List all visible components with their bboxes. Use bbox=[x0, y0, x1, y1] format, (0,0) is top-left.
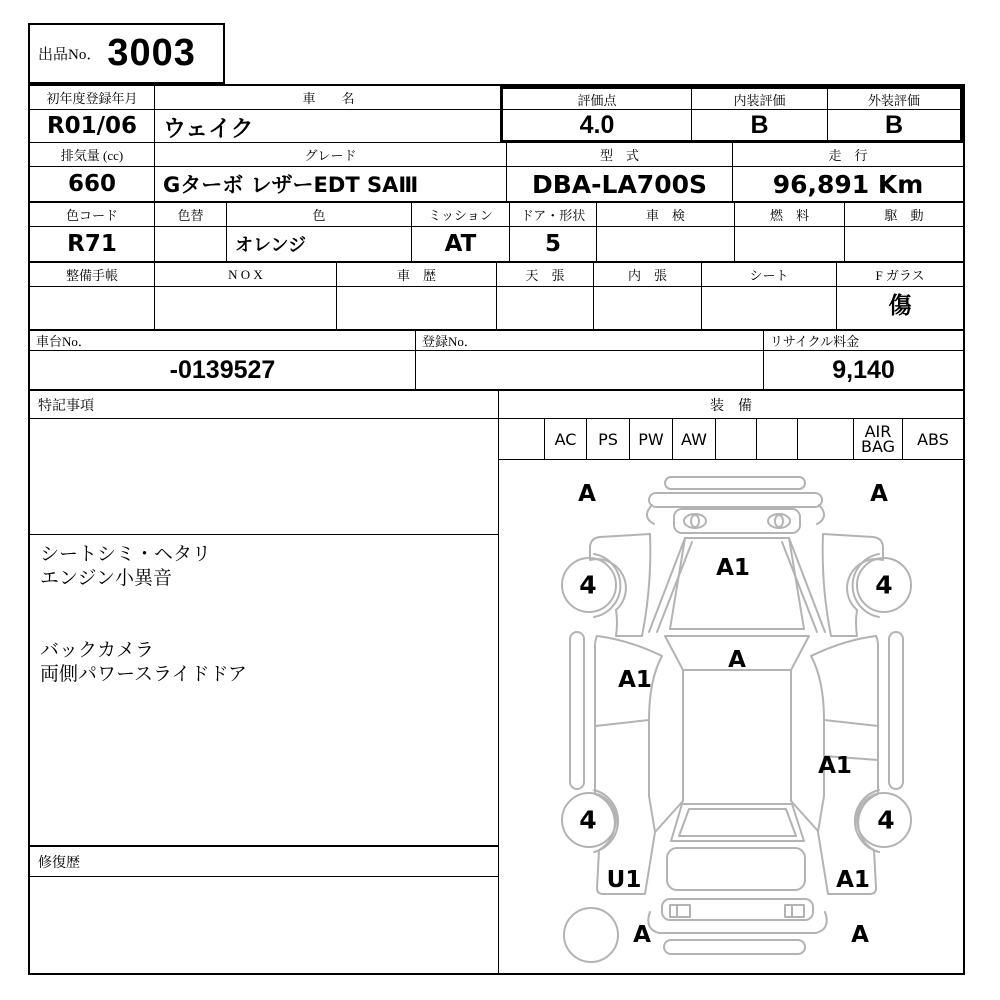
equipment-cell-ac: AC bbox=[545, 419, 587, 459]
note-line: エンジン小異音 bbox=[40, 568, 173, 589]
chassis-no-value: -0139527 bbox=[169, 355, 276, 384]
car-history-value bbox=[337, 287, 497, 329]
damage-mark: A bbox=[851, 922, 869, 948]
repair-history-box bbox=[30, 877, 498, 972]
reg-date-value: R01/06 bbox=[30, 110, 155, 142]
exterior-header: 外装評価 bbox=[828, 89, 960, 110]
notes-header: 特記事項 bbox=[30, 391, 498, 419]
damage-mark: A bbox=[870, 481, 888, 507]
nox-header: N O X bbox=[155, 263, 337, 286]
fuel-value bbox=[735, 227, 845, 261]
door-trim-header: 内 張 bbox=[594, 263, 702, 286]
equipment-cell bbox=[499, 419, 545, 459]
color-change-value bbox=[155, 227, 227, 261]
inspection-header: 車 検 bbox=[597, 203, 735, 226]
notes-empty-box bbox=[30, 419, 498, 535]
chassis-no-cell bbox=[30, 331, 416, 389]
transmission-value: AT bbox=[412, 227, 510, 261]
row4-headers bbox=[30, 263, 963, 287]
color-change-header: 色替 bbox=[155, 203, 227, 226]
mileage-header: 走 行 bbox=[828, 148, 868, 163]
recycle-fee-cell bbox=[764, 331, 963, 389]
car-outline-drawing bbox=[499, 460, 963, 973]
damage-mark: A bbox=[633, 922, 651, 948]
score-header: 評価点 bbox=[503, 89, 691, 110]
drivetrain-value bbox=[845, 227, 963, 261]
color-header: 色 bbox=[227, 203, 412, 226]
interior-header: 内装評価 bbox=[692, 89, 827, 110]
notes-content bbox=[30, 535, 498, 847]
lot-number-box bbox=[28, 23, 225, 84]
row2-values bbox=[30, 167, 963, 203]
fuel-header: 燃 料 bbox=[735, 203, 845, 226]
score-value: 4.0 bbox=[579, 110, 615, 139]
displacement-header: 排気量 (cc) bbox=[30, 143, 155, 166]
car-name-value: ウェイク bbox=[163, 115, 254, 142]
lot-number-value: 3003 bbox=[107, 32, 196, 74]
transmission-header: ミッション bbox=[412, 203, 510, 226]
grade-value: Gターボ レザーEDT SAⅢ bbox=[155, 167, 507, 201]
row1-headers bbox=[30, 86, 502, 110]
seat-value bbox=[702, 287, 837, 329]
note-line: シートシミ・ヘタリ bbox=[40, 544, 212, 565]
damage-mark: A1 bbox=[818, 753, 852, 779]
car-name-header: 車 名 bbox=[302, 91, 355, 106]
registration-no-value bbox=[416, 351, 763, 389]
damage-mark: A bbox=[578, 481, 596, 507]
front-glass-value: 傷 bbox=[888, 293, 912, 319]
notes-section bbox=[30, 391, 499, 973]
registration-no-cell bbox=[416, 331, 764, 389]
damage-mark: A1 bbox=[618, 667, 652, 693]
grade-header: グレード bbox=[155, 143, 507, 166]
equipment-cell bbox=[757, 419, 798, 459]
reg-date-header: 初年度登録年月 bbox=[30, 86, 155, 109]
color-code-header: 色コード bbox=[30, 203, 155, 226]
inspection-value bbox=[597, 227, 735, 261]
service-book-header: 整備手帳 bbox=[30, 263, 155, 286]
damage-mark-wheel: 4 bbox=[579, 805, 597, 835]
doors-value: 5 bbox=[510, 227, 597, 261]
equipment-cell-abs: ABS bbox=[917, 429, 949, 449]
note-line: 両側パワースライドドア bbox=[40, 664, 247, 685]
equipment-header: 装 備 bbox=[499, 391, 963, 419]
damage-mark-wheel: 4 bbox=[579, 570, 597, 600]
color-code-value: R71 bbox=[30, 227, 155, 261]
damage-mark: A1 bbox=[836, 867, 870, 893]
recycle-fee-header: リサイクル料金 bbox=[764, 331, 963, 351]
displacement-value: 660 bbox=[30, 167, 155, 201]
note-line bbox=[40, 591, 488, 615]
score-column bbox=[503, 89, 692, 140]
headliner-value bbox=[497, 287, 594, 329]
model-code-header: 型 式 bbox=[507, 143, 733, 166]
model-code-value: DBA-LA700S bbox=[507, 167, 733, 201]
doors-header: ドア・形状 bbox=[510, 203, 597, 226]
lot-number-label: 出品No． bbox=[38, 47, 102, 63]
note-line: バックカメラ bbox=[40, 640, 155, 661]
headliner-header: 天 張 bbox=[497, 263, 594, 286]
exterior-column bbox=[828, 89, 960, 140]
registration-no-header: 登録No． bbox=[416, 331, 763, 351]
equipment-row bbox=[499, 419, 963, 460]
vehicle-info-table bbox=[28, 84, 965, 975]
front-glass-header: F ガラス bbox=[875, 268, 925, 283]
seat-header: シート bbox=[702, 263, 837, 286]
row3-values bbox=[30, 227, 963, 263]
equipment-section bbox=[499, 391, 963, 973]
evaluation-box bbox=[500, 86, 963, 143]
door-trim-value bbox=[594, 287, 702, 329]
damage-mark: U1 bbox=[606, 867, 642, 893]
damage-mark-wheel: 4 bbox=[877, 805, 895, 835]
car-damage-diagram bbox=[499, 460, 963, 973]
row5-chassis bbox=[30, 331, 963, 391]
equipment-cell-aw: AW bbox=[673, 419, 716, 459]
damage-mark-wheel: 4 bbox=[875, 570, 893, 600]
damage-mark: A1 bbox=[716, 555, 750, 581]
row1-values bbox=[30, 110, 502, 143]
interior-value: B bbox=[750, 110, 769, 139]
car-history-header: 車 歴 bbox=[337, 263, 497, 286]
equipment-cell bbox=[716, 419, 757, 459]
equipment-cell-pw: PW bbox=[630, 419, 673, 459]
equipment-cell-ps: PS bbox=[587, 419, 630, 459]
drivetrain-header: 駆 動 bbox=[884, 208, 924, 223]
chassis-no-header: 車台No． bbox=[30, 331, 415, 351]
service-book-value bbox=[30, 287, 155, 329]
recycle-fee-value: 9,140 bbox=[832, 355, 895, 384]
row4-values bbox=[30, 287, 963, 331]
nox-value bbox=[155, 287, 337, 329]
damage-mark: A bbox=[728, 647, 746, 673]
mileage-value: 96,891 Km bbox=[772, 169, 924, 199]
row2-headers bbox=[30, 143, 963, 167]
repair-history-header: 修復歴 bbox=[30, 847, 498, 877]
row3-headers bbox=[30, 203, 963, 227]
color-value: オレンジ bbox=[227, 227, 412, 261]
exterior-value: B bbox=[884, 110, 904, 139]
note-line bbox=[40, 615, 488, 639]
equipment-cell-airbag: AIR BAG bbox=[854, 419, 903, 459]
interior-column bbox=[692, 89, 828, 140]
equipment-cell bbox=[798, 419, 854, 459]
